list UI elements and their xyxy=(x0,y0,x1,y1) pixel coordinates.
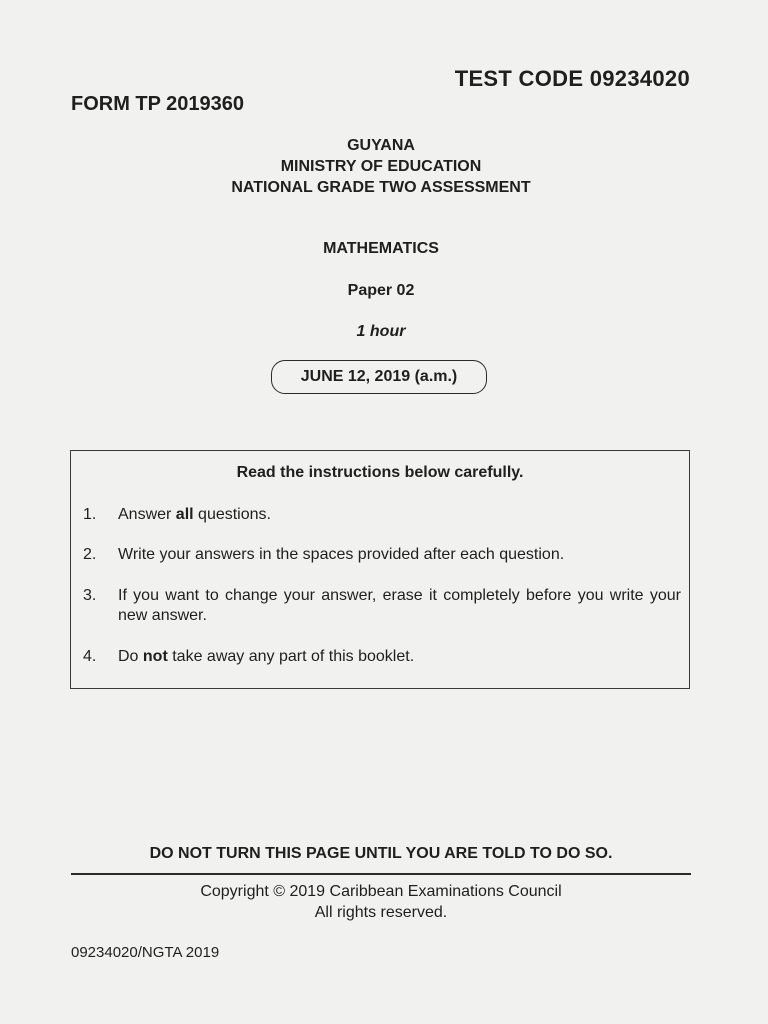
instructions-heading: Read the instructions below carefully. xyxy=(236,464,524,481)
rights-reserved: All rights reserved. xyxy=(314,904,448,921)
exam-date-box xyxy=(271,360,487,394)
instruction-number: 1. xyxy=(83,506,97,523)
instruction-item xyxy=(83,505,681,525)
form-code: FORM TP 2019360 xyxy=(71,93,245,115)
paper-number: Paper 02 xyxy=(347,282,415,299)
exam-date: JUNE 12, 2019 (a.m.) xyxy=(300,368,458,385)
divider xyxy=(71,873,691,875)
ministry-heading: MINISTRY OF EDUCATION xyxy=(280,158,482,175)
instruction-number: 4. xyxy=(83,648,97,665)
instruction-number: 3. xyxy=(83,587,97,604)
test-code: TEST CODE 09234020 xyxy=(454,66,690,91)
assessment-heading: NATIONAL GRADE TWO ASSESSMENT xyxy=(231,179,531,196)
instruction-text: Do not take away any part of this booklet. xyxy=(118,648,415,665)
instruction-item xyxy=(83,647,681,667)
duration: 1 hour xyxy=(356,323,406,340)
instruction-item xyxy=(83,586,681,626)
subject-heading: MATHEMATICS xyxy=(323,240,439,257)
instruction-text: If you want to change your answer, erase it completely before you write your new answer. xyxy=(118,587,681,624)
instruction-text: Write your answers in the spaces provided after each question. xyxy=(118,546,565,563)
instructions-box xyxy=(70,450,690,689)
footer-code: 09234020/NGTA 2019 xyxy=(71,944,220,961)
instruction-text: Answer all questions. xyxy=(118,506,271,523)
copyright-notice: Copyright © 2019 Caribbean Examinations Council xyxy=(200,883,562,900)
instruction-number: 2. xyxy=(83,546,97,563)
do-not-turn-warning: DO NOT TURN THIS PAGE UNTIL YOU ARE TOLD TO DO SO. xyxy=(149,845,613,862)
country-heading: GUYANA xyxy=(347,137,415,154)
instruction-item xyxy=(83,545,681,565)
